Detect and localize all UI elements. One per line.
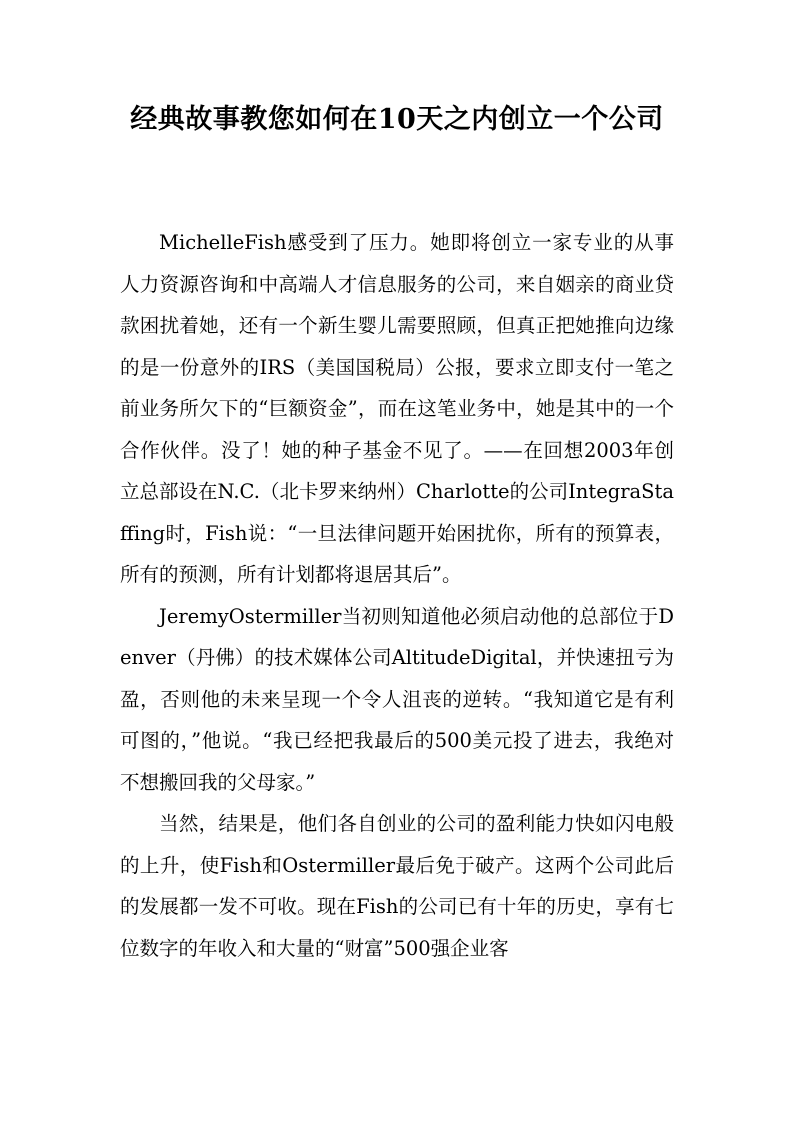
paragraph-ostermiller: JeremyOstermiller当初则知道他必须启动他的总部位于Denver（丹佛）的技术媒体公司AltitudeDigital，并快速扭亏为盈，否则他的未来呈现一个令人沮丧的逆转。“我知道它是有利可图的，”他说。“我已经把我最后的500美元投了进去，我绝对不想搬回我的父母家。” — [120, 604, 674, 794]
paragraph-outcome: 当然，结果是，他们各自创业的公司的盈利能力快如闪电般的上升，使Fish和Ostermiller最后免于破产。这两个公司此后的发展都一发不可收。现在Fish的公司已有十年的历史，享有七位数字的年收入和大量的“财富”500强企业客 — [120, 812, 674, 960]
document-title: 经典故事教您如何在10天之内创立一个公司 — [130, 104, 664, 135]
document-body — [120, 222, 674, 969]
paragraph-fish: MichelleFish感受到了压力。她即将创立一家专业的从事人力资源咨询和中高端人才信息服务的公司，来自姻亲的商业贷款困扰着她，还有一个新生婴儿需要照顾，但真正把她推向边缘的是一份意外的IRS（美国国税局）公报，要求立即支付一笔之前业务所欠下的“巨额资金”，而在这笔业务中，她是其中的一个合作伙伴。没了！她的种子基金不见了。——在回想2003年创立总部设在N.C.（北卡罗来纳州）Charlotte的公司IntegraStaffing时，Fish说：“一旦法律问题开始困扰你，所有的预算表，所有的预测，所有计划都将退居其后”。 — [120, 231, 674, 586]
